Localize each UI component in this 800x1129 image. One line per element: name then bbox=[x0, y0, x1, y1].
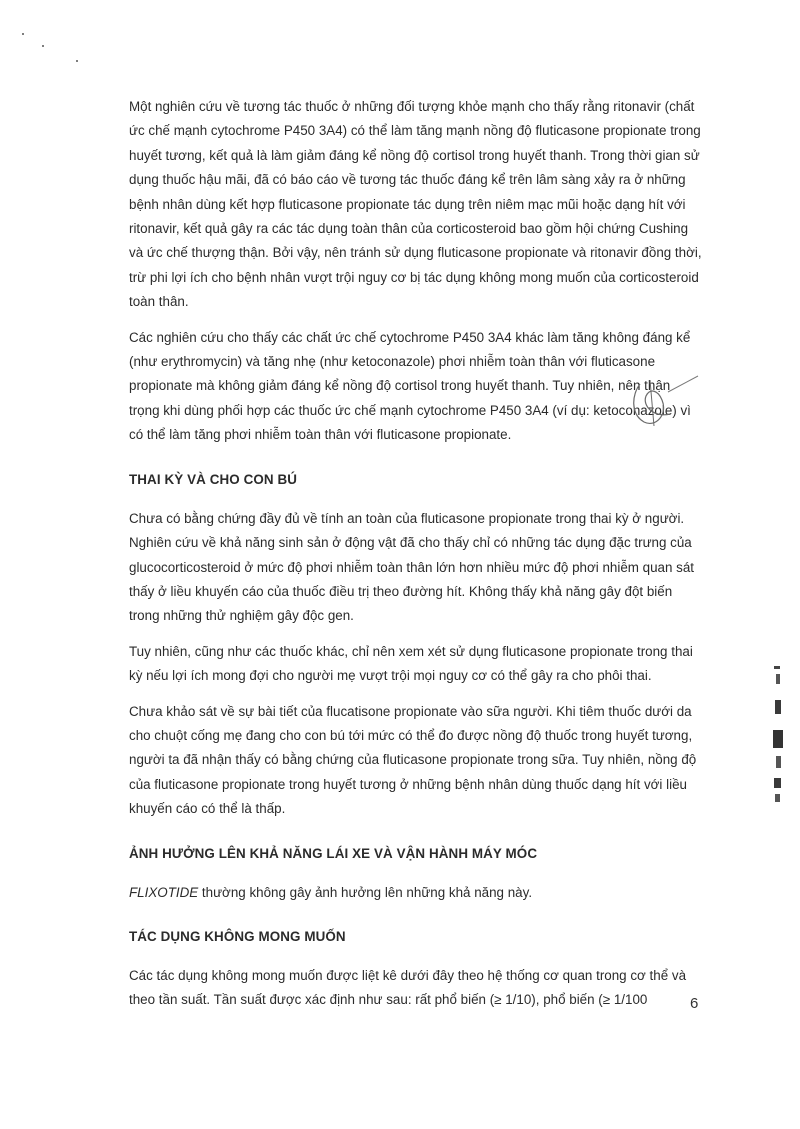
paragraph-pregnancy-safety: Chưa có bằng chứng đầy đủ về tính an toàn của fluticasone propionate trong thai kỳ ở người. Nghiên cứu về khả năng sinh sản ở động vật đã cho thấy chỉ có những tác dụng đặc trưng của glucocorticosteroid ở mức độ phơi nhiễm toàn thân lớn hơn nhiều mức độ phơi nhiễm quan sát thấy ở liều khuyến cáo của thuốc điều trị theo đường hít. Không thấy khả năng gây đột biến trong những thử nghiệm gây độc gen. bbox=[129, 510, 695, 624]
paragraph-cyp3a4-inhibitors: Các nghiên cứu cho thấy các chất ức chế cytochrome P450 3A4 khác làm tăng không đáng kể (như erythromycin) và tăng nhẹ (như ketoconazole) phơi nhiễm toàn thân với fluticasone propionate mà không giảm đáng kể nồng độ cortisol trong huyết thanh. Tuy nhiên, nên thận trọng khi dùng phối hợp các thuốc ức chế mạnh cytochrome P450 3A4 (ví dụ: ketoconazole) vì có thể làm tăng phơi nhiễm toàn thân với fluticasone propionate. bbox=[129, 329, 691, 443]
paragraph-pregnancy-consideration: Tuy nhiên, cũng như các thuốc khác, chỉ nên xem xét sử dụng fluticasone propionate trong thai kỳ nếu lợi ích mong đợi cho người mẹ vượt trội mọi nguy cơ có thể gây ra cho phôi thai. bbox=[129, 643, 693, 684]
margin-stamp-mark bbox=[764, 660, 794, 810]
page-number: 6 bbox=[690, 995, 699, 1012]
brand-name: FLIXOTIDE bbox=[129, 884, 199, 900]
paragraph-ritonavir-interaction: Một nghiên cứu về tương tác thuốc ở những đối tượng khỏe mạnh cho thấy rằng ritonavir (chất ức chế mạnh cytochrome P450 3A4) có thể làm tăng mạnh nồng độ fluticasone propionate trong huyết tương, kết quả là làm giảm đáng kể nồng độ cortisol trong huyết thanh. Trong thời gian sử dụng thuốc hậu mãi, đã có báo cáo về tương tác thuốc đáng kể trên lâm sàng xảy ra ở những bệnh nhân dùng kết hợp fluticasone propionate tác dụng trên niêm mạc mũi hoặc dạng hít với ritonavir, kết quả gây ra các tác dụng toàn thân của corticosteroid bao gồm hội chứng Cushing và ức chế thượng thận. Bởi vậy, nên tránh sử dụng fluticasone propionate và ritonavir đồng thời, trừ phi lợi ích cho bệnh nhân vượt trội nguy cơ bị tác dụng không mong muốn của corticosteroid toàn thân. bbox=[129, 99, 702, 310]
heading-pregnancy: THAI KỲ VÀ CHO CON BÚ bbox=[129, 471, 297, 487]
paragraph-adverse-effects: Các tác dụng không mong muốn được liệt kê dưới đây theo hệ thống cơ quan trong cơ thể và theo tần suất. Tần suất được xác định như sau: rất phổ biến (≥ 1/10), phổ biến (≥ 1/100 bbox=[129, 967, 687, 1008]
document-body bbox=[129, 95, 704, 1024]
handwritten-initials bbox=[610, 374, 700, 434]
heading-adverse-effects: TÁC DỤNG KHÔNG MONG MUỐN bbox=[129, 928, 346, 944]
scan-speck bbox=[22, 33, 24, 35]
heading-driving: ẢNH HƯỞNG LÊN KHẢ NĂNG LÁI XE VÀ VẬN HÀNH MÁY MÓC bbox=[129, 845, 538, 861]
paragraph-driving-text: thường không gây ảnh hưởng lên những khả năng này. bbox=[198, 884, 533, 900]
paragraph-lactation: Chưa khảo sát về sự bài tiết của flucatisone propionate vào sữa người. Khi tiêm thuốc dưới da cho chuột cống mẹ đang cho con bú tới mức có thể đo được nồng độ thuốc trong huyết tương, người ta đã nhận thấy có bằng chứng của fluticasone propionate trong sữa. Tuy nhiên, nồng độ của fluticasone propionate trong huyết tương ở những bệnh nhân dùng thuốc dạng hít với liều khuyến cáo có thể là thấp. bbox=[129, 703, 697, 817]
scan-speck bbox=[76, 60, 78, 62]
scan-speck bbox=[42, 45, 44, 47]
paragraph-driving bbox=[129, 881, 704, 905]
